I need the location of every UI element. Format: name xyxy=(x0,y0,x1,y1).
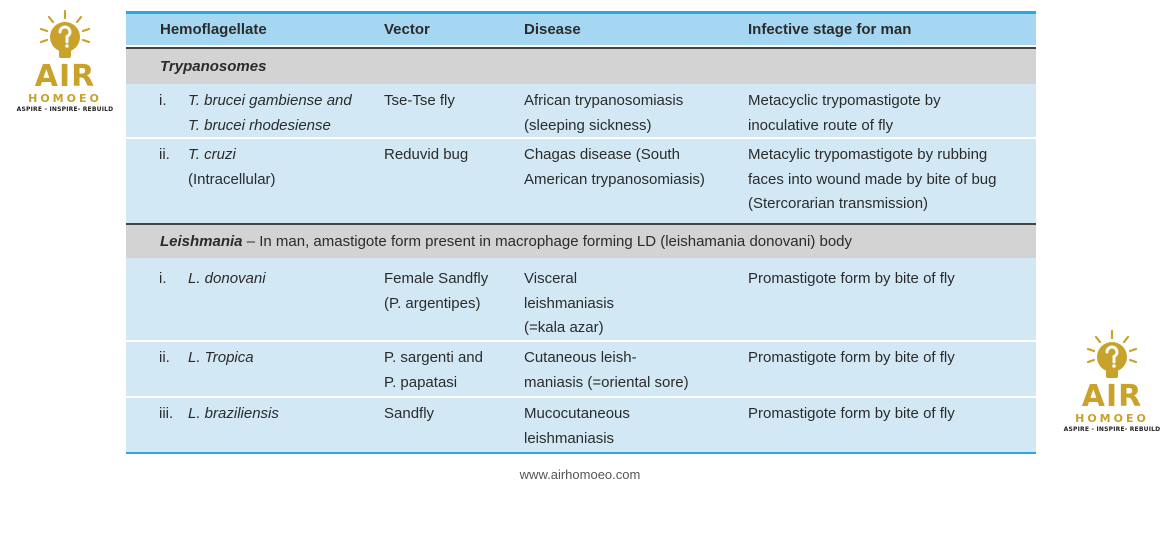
organism-name: L. braziliensis xyxy=(188,405,279,422)
table-bottom-rule xyxy=(126,452,1036,454)
table-row xyxy=(126,264,1036,342)
table-row xyxy=(126,139,1036,223)
disease-cell: leishmaniasis xyxy=(524,294,615,312)
vector-cell: (P. argentipes) xyxy=(384,294,481,312)
organism-name: T. cruzi xyxy=(188,146,236,163)
row-number: iii. xyxy=(159,405,174,422)
section-title: Trypanosomes xyxy=(160,58,267,75)
stage-cell: Metacylic trypomastigote by rubbing xyxy=(748,146,988,163)
bulb-icon xyxy=(33,8,97,64)
logo-brand: AIR xyxy=(1081,379,1143,414)
logo-tagline: ASPIRE - INSPIRE- REBUILD xyxy=(1063,426,1161,433)
row-number: i. xyxy=(159,270,167,287)
organism-name: T. brucei rhodesiense xyxy=(188,116,331,134)
disease-cell: African trypanosomiasis xyxy=(524,92,684,109)
table-row xyxy=(126,84,1036,139)
header-disease: Disease xyxy=(524,21,581,38)
table-row xyxy=(126,398,1036,452)
logo-tagline: ASPIRE - INSPIRE- REBUILD xyxy=(16,106,114,113)
section-leishmania xyxy=(126,223,1036,258)
logo-subtitle: HOMOEO xyxy=(28,92,102,105)
stage-cell: (Stercorarian transmission) xyxy=(748,195,929,212)
hemoflagellate-table xyxy=(126,11,1036,454)
stage-cell: inoculative route of fly xyxy=(748,116,894,134)
section-trypanosomes xyxy=(126,47,1036,84)
vector-cell: Tse-Tse fly xyxy=(384,92,455,109)
logo-subtitle: HOMOEO xyxy=(1075,412,1149,425)
organism-name: T. brucei gambiense and xyxy=(188,92,352,109)
disease-cell: Cutaneous leish- xyxy=(524,349,637,366)
stage-cell: Metacyclic trypomastigote by xyxy=(748,92,941,109)
disease-cell: leishmaniasis xyxy=(524,429,615,447)
table-header-row xyxy=(126,14,1036,47)
vector-cell: P. papatasi xyxy=(384,373,458,391)
organism-name: L. donovani xyxy=(188,270,266,287)
vector-cell: Sandfly xyxy=(384,405,435,422)
organism-note: (Intracellular) xyxy=(188,170,276,188)
vector-cell: Female Sandfly xyxy=(384,270,489,287)
header-infective-stage: Infective stage for man xyxy=(748,21,912,38)
vector-cell: P. sargenti and xyxy=(384,349,483,366)
vector-cell: Reduvid bug xyxy=(384,146,469,163)
brand-logo xyxy=(10,8,120,114)
row-number: i. xyxy=(159,92,167,109)
row-number: ii. xyxy=(159,146,170,163)
bulb-icon xyxy=(1080,328,1144,384)
disease-cell: American trypanosomiasis) xyxy=(524,170,705,188)
organism-name: L. Tropica xyxy=(188,349,254,366)
stage-cell: Promastigote form by bite of fly xyxy=(748,270,955,287)
section-note: – In man, amastigote form present in macrophage forming LD (leishamania donovani) body xyxy=(242,233,853,250)
brand-logo-right xyxy=(1057,328,1167,434)
header-vector: Vector xyxy=(384,21,430,38)
stage-cell: faces into wound made by bite of bug xyxy=(748,170,997,188)
stage-cell: Promastigote form by bite of fly xyxy=(748,349,955,366)
disease-cell: (=kala azar) xyxy=(524,319,604,336)
table-row xyxy=(126,342,1036,398)
section-title: Leishmania xyxy=(160,233,243,250)
row-number: ii. xyxy=(159,349,170,366)
logo-brand: AIR xyxy=(34,59,96,94)
stage-cell: Promastigote form by bite of fly xyxy=(748,405,955,422)
disease-cell: Mucocutaneous xyxy=(524,405,630,422)
disease-cell: Chagas disease (South xyxy=(524,146,680,163)
footer-website-url[interactable]: www.airhomoeo.com xyxy=(519,467,641,482)
disease-cell: (sleeping sickness) xyxy=(524,116,652,134)
disease-cell: Visceral xyxy=(524,270,578,287)
header-hemoflagellate: Hemoflagellate xyxy=(160,21,267,38)
disease-cell: maniasis (=oriental sore) xyxy=(524,373,689,391)
